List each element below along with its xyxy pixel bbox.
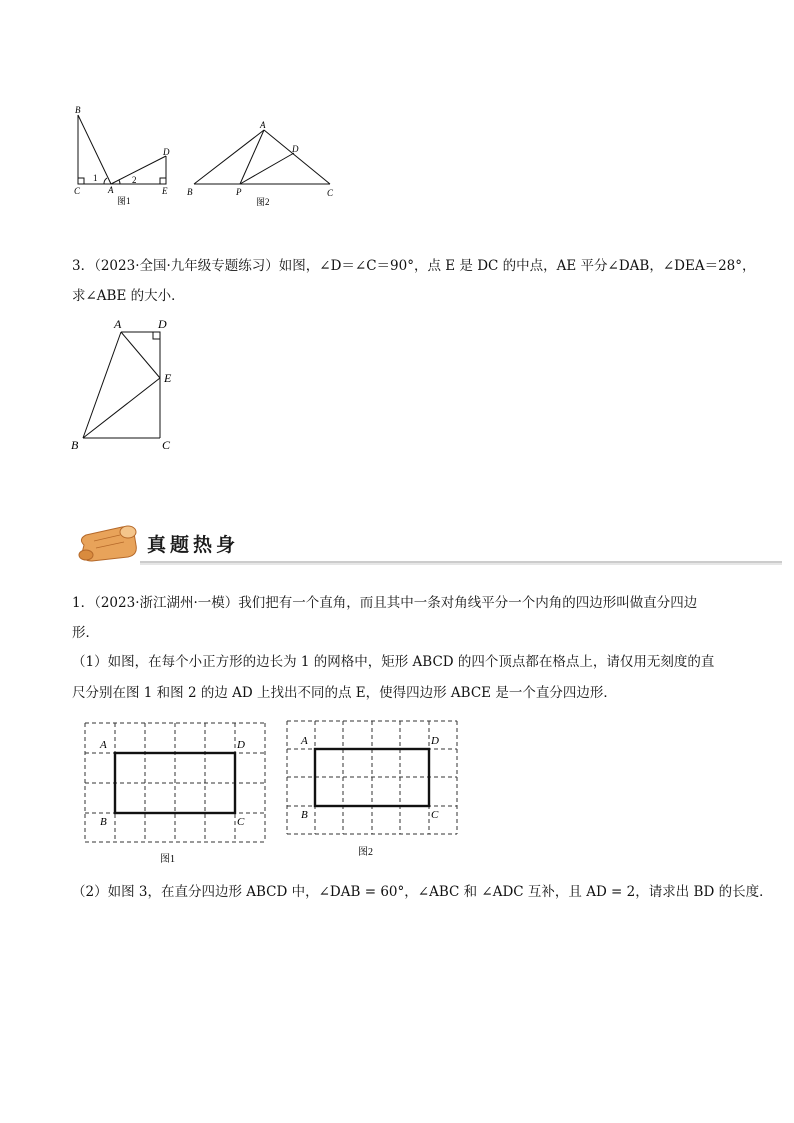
grid1-label-D: D [237, 739, 245, 751]
fig2-label-P: P [236, 187, 242, 197]
p3-label-D: D [158, 317, 167, 331]
problem1-line2: 形． [72, 625, 99, 641]
grid2-label-C: C [431, 809, 439, 821]
problem1-line1: 1．（2023·浙江湖州·一模）我们把有一个直角，而且其中一条对角线平分一个内角的四边形叫做直分四边 [72, 595, 698, 611]
grid1-caption: 图1 [160, 854, 175, 865]
grid1-label-A: A [100, 739, 107, 751]
fig1-label-B: B [75, 105, 81, 115]
scroll-icon [79, 526, 136, 561]
problem3-line2: 求∠ABE 的大小． [72, 288, 185, 304]
p3-label-A: A [114, 317, 122, 331]
figure-2 [194, 130, 330, 184]
grid-figure-1 [80, 718, 270, 870]
problem3-line1: 3．（2023·全国·九年级专题练习）如图，∠D＝∠C＝90°，点 E 是 DC 的中点，AE 平分∠DAB，∠DEA＝28°， [72, 258, 756, 274]
problem3-figure [65, 312, 195, 457]
figure-1 [78, 115, 166, 184]
fig1-caption: 图1 [117, 196, 131, 206]
fig2-label-A: A [260, 120, 266, 130]
fig2-label-C: C [327, 188, 334, 198]
p3-label-C: C [162, 438, 171, 452]
section-title: 真题热身 [147, 534, 240, 556]
p3-label-B: B [71, 438, 79, 452]
fig2-label-B: B [187, 187, 193, 197]
grid-figure-2 [282, 716, 462, 861]
problem1-part1-line2: 尺分别在图 1 和图 2 的边 AD 上找出不同的点 E，使得四边形 ABCE 是一个直分四边形． [72, 685, 617, 701]
grid2-label-A: A [301, 735, 308, 747]
grid2-label-B: B [301, 809, 308, 821]
problem1-part2: （2）如图 3，在直分四边形 ABCD 中，∠DAB = 60°，∠ABC 和 ∠ADC 互补，且 AD = 2，请求出 BD 的长度． [72, 884, 773, 900]
fig1-angle-1: 1 [93, 173, 98, 183]
grid2-label-D: D [431, 735, 439, 747]
fig2-caption: 图2 [256, 197, 270, 207]
grid1-label-B: B [100, 816, 107, 828]
top-figures [60, 100, 360, 215]
p3-label-E: E [164, 371, 172, 385]
fig1-label-D: D [163, 147, 170, 157]
fig1-angle-2: 2 [132, 175, 137, 185]
fig1-label-E: E [162, 186, 168, 196]
grid1-label-C: C [237, 816, 245, 828]
fig1-label-A: A [108, 185, 114, 195]
fig2-label-D: D [292, 144, 299, 154]
grid2-caption: 图2 [358, 847, 373, 858]
problem1-part1-line1: （1）如图，在每个小正方形的边长为 1 的网格中，矩形 ABCD 的四个顶点都在格点上，请仅用无刻度的直 [72, 654, 715, 670]
fig1-label-C: C [74, 186, 81, 196]
